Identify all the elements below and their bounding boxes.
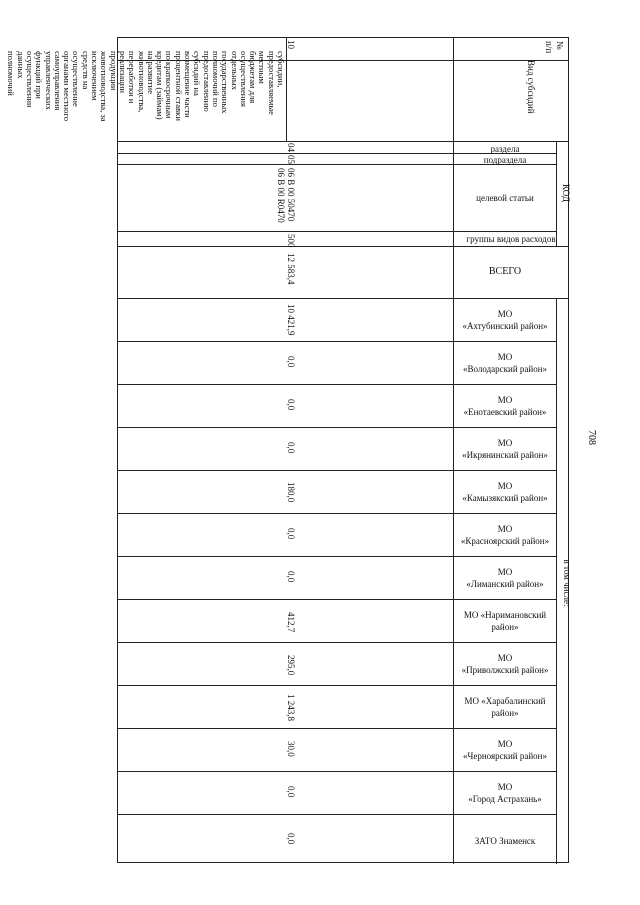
mo-name: МО «Енотаевский район» <box>463 395 547 417</box>
row-divider <box>118 814 556 815</box>
col-divider <box>556 141 557 246</box>
mo-name: МО «Ахтубинский район» <box>462 309 548 331</box>
razdel-value: 04 <box>286 143 296 152</box>
mo-name: МО «Харабалинский район» <box>464 696 546 718</box>
mo-value: 0,0 <box>286 571 296 583</box>
row-divider <box>118 341 556 342</box>
row-divider <box>118 384 556 385</box>
mo-value: 0,0 <box>286 833 296 845</box>
gruppy-header: группы видов расходов <box>466 234 556 244</box>
podrazdel-value: 05 <box>286 155 296 164</box>
mo-value: 0,0 <box>286 356 296 368</box>
vid-col-header: Вид субсидий <box>526 60 536 114</box>
row-divider <box>118 642 556 643</box>
mo-name: МО «Приволжский район» <box>461 653 549 675</box>
celevoy-header: целевой статьи <box>476 193 534 203</box>
mo-name: МО «Камызякский район» <box>462 481 548 503</box>
celevaya-value: 06 В 00 50470 06 В 00 R0470 <box>276 168 296 223</box>
row-divider <box>118 427 556 428</box>
mo-name: ЗАТО Знаменск <box>474 836 536 846</box>
vsego-header: ВСЕГО <box>488 266 522 277</box>
vsego-value: 12 583,4 <box>286 253 296 285</box>
mo-name: МО «Наримановский район» <box>463 610 547 632</box>
podrazdela-header: подраздела <box>483 155 527 165</box>
mo-value: 0,0 <box>286 399 296 411</box>
row-divider <box>118 599 556 600</box>
gruppa-value: 500 <box>286 234 296 248</box>
v-tom-chisle-label: в том числе: <box>562 559 572 607</box>
mo-value: 30,0 <box>286 741 296 757</box>
mo-value: 0,0 <box>286 786 296 798</box>
col-divider <box>286 38 287 141</box>
row-divider <box>118 685 556 686</box>
kod-header: КОД <box>561 184 571 202</box>
mo-value: 1 243,8 <box>286 694 296 721</box>
row-divider <box>118 231 556 232</box>
razdela-header: раздела <box>490 144 520 154</box>
mo-value: 0,0 <box>286 442 296 454</box>
row-divider <box>118 470 556 471</box>
num-col-header: № п/п <box>544 41 565 54</box>
row-divider <box>118 513 556 514</box>
mo-value: 10 421,9 <box>286 304 296 336</box>
mo-value: 295,0 <box>286 655 296 676</box>
row-number: 10 <box>286 40 296 49</box>
row-divider <box>118 728 556 729</box>
page-number: 708 <box>586 430 597 445</box>
row-divider <box>118 246 568 247</box>
mo-value: 412,7 <box>286 612 296 633</box>
mo-name: МО «Володарский район» <box>462 352 548 374</box>
mo-name: МО «Город Астрахань» <box>468 782 542 804</box>
mo-value: 180,0 <box>286 482 296 503</box>
mo-name: МО «Красноярский район» <box>460 524 550 546</box>
row-divider <box>118 556 556 557</box>
col-divider <box>556 298 557 864</box>
mo-name: МО «Икрянинский район» <box>462 438 548 460</box>
budget-table <box>6 37 572 863</box>
row-divider <box>118 771 556 772</box>
mo-name: МО «Лиманский район» <box>466 567 544 589</box>
row-divider <box>118 298 568 299</box>
row-description: субсидии, предоставляемые местным бюджетам для осуществления отдельных государственных полномочий по предоставлению субсидий на возмещение части процентной ставки по краткосрочным кредитам (займам) на развитие животноводства, переработки и реализации продукции животноводства, за исключением средств на осуществление органами местного самоуправления управленческих функций при осуществлении данных полномочий <box>6 51 286 122</box>
row-divider <box>118 141 568 142</box>
mo-name: МО «Черноярский район» <box>462 739 547 761</box>
mo-value: 0,0 <box>286 528 296 540</box>
